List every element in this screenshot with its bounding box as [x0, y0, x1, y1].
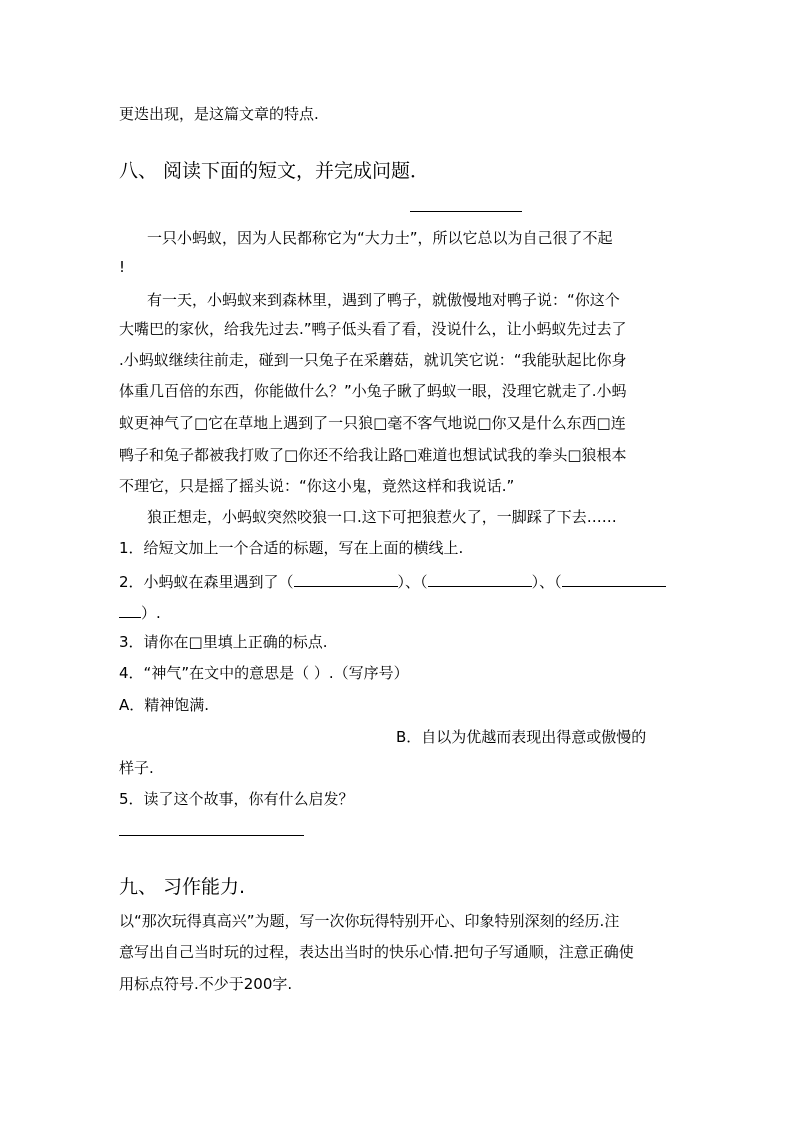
- writing-prompt-line-3: 用标点符号.不少于200字.: [119, 975, 293, 993]
- question-1: 1．给短文加上一个合适的标题，写在上面的横线上.: [119, 539, 464, 557]
- title-answer-blank[interactable]: [410, 211, 522, 212]
- question-2-close: ）.: [141, 604, 161, 622]
- passage-line-7: 蚁更神气了□它在草地上遇到了一只狼□毫不客气地说□你又是什么东西□连: [119, 414, 626, 432]
- answer-blank-1[interactable]: [294, 570, 398, 587]
- section-9-heading: 九、 习作能力.: [119, 876, 246, 898]
- section-8-heading: 八、 阅读下面的短文，并完成问题．: [119, 160, 430, 182]
- question-2-separator-2: ）、（: [531, 573, 562, 591]
- passage-line-1: 一只小蚂蚁，因为人民都称它为“大力士”，所以它总以为自己很了不起: [147, 229, 613, 247]
- passage-line-9: 不理它，只是摇了摇头说：“你这小鬼，竟然这样和我说话.”: [119, 477, 515, 495]
- question-2-separator-1: ）、（: [397, 573, 428, 591]
- question-2-prefix: 2．小蚂蚁在森里遇到了（: [119, 573, 294, 591]
- answer-blank-2[interactable]: [428, 570, 532, 587]
- passage-line-10: 狼正想走，小蚂蚁突然咬狼一口.这下可把狼惹火了，一脚踩了下去……: [147, 508, 617, 526]
- writing-prompt-line-2: 意写出自己当时玩的过程，表达出当时的快乐心情.把句子写通顺，注意正确使: [119, 943, 634, 961]
- question-4: 4．“神气”在文中的意思是（ ）.（写序号）: [119, 664, 409, 682]
- passage-line-4: 大嘴巴的家伙，给我先过去.”鸭子低头看了看，没说什么，让小蚂蚁先过去了: [119, 320, 627, 338]
- passage-line-2: !: [119, 258, 126, 276]
- passage-line-8: 鸭子和兔子都被我打败了□你还不给我让路□难道也想试试我的拳头□狼根本: [119, 446, 627, 464]
- question-2: [119, 570, 666, 592]
- option-b: B．自以为优越而表现出得意或傲慢的: [396, 728, 647, 746]
- answer-blank-3[interactable]: [562, 570, 666, 587]
- previous-section-tail: 更迭出现，是这篇文章的特点.: [119, 105, 319, 123]
- passage-line-6: 体重几百倍的东西，你能做什么？”小兔子瞅了蚂蚁一眼，没理它就走了.小蚂: [119, 382, 627, 400]
- option-a: A．精神饱满.: [119, 696, 210, 714]
- option-b-cont: 样子.: [119, 759, 154, 777]
- answer-blank-3-cont[interactable]: [119, 601, 141, 618]
- question-5: 5．读了这个故事，你有什么启发？: [119, 790, 354, 808]
- writing-prompt-line-1: 以“那次玩得真高兴”为题，写一次你玩得特别开心、印象特别深刻的经历.注: [119, 912, 620, 930]
- passage-line-5: .小蚂蚁继续往前走，碰到一只兔子在采蘑菇，就讥笑它说：“我能驮起比你身: [119, 351, 627, 369]
- passage-line-3: 有一天，小蚂蚁来到森林里，遇到了鸭子，就傲慢地对鸭子说：“你这个: [147, 291, 620, 309]
- question-5-answer-line[interactable]: [119, 835, 304, 836]
- question-3: 3．请你在□里填上正确的标点.: [119, 633, 328, 651]
- question-2-end: [119, 601, 161, 623]
